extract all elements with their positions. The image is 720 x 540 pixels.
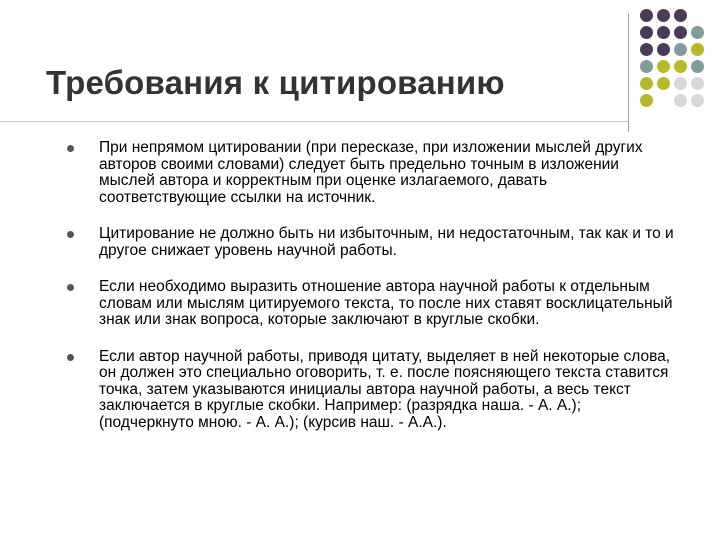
bullet-dot-icon: [67, 354, 74, 361]
decorative-dot: [674, 26, 687, 39]
decorative-dot: [674, 60, 687, 73]
decorative-dot: [674, 77, 687, 90]
decorative-dot: [640, 77, 653, 90]
bullet-item: [67, 140, 677, 206]
bullet-dot-icon: [67, 284, 74, 291]
bullet-item: [67, 226, 677, 259]
decorative-dot: [691, 26, 704, 39]
decorative-dot: [657, 60, 670, 73]
decorative-dot: [691, 77, 704, 90]
bullet-text: Цитирование не должно быть ни избыточным, ни недостаточным, так как и то и другое снижает уровень научной работы.: [99, 225, 674, 259]
decorative-dot: [640, 9, 653, 22]
decorative-dot: [691, 94, 704, 107]
decorative-dot: [640, 60, 653, 73]
bullet-text: Если автор научной работы, приводя цитату, выделяет в ней некоторые слова, он должен это специально оговорить, т. е. после поясняющего текста ставится точка, затем указываются инициалы автора научной работы, а весь текст заключается в круглые скобки. Например: (разрядка наша. - А. А.); (подчеркнуто мною. - А. А.); (курсив наш. - А.А.).: [99, 347, 671, 431]
decorative-dot: [657, 77, 670, 90]
decorative-vertical-line: [628, 14, 629, 132]
bullet-item: [67, 279, 677, 329]
bullet-item: [67, 349, 677, 432]
decorative-dot: [640, 43, 653, 56]
bullet-text: Если необходимо выразить отношение автора научной работы к отдельным словам или мыслям цитируемого текста, то после них ставят восклицательный знак или знак вопроса, которые заключают в круглые скобки.: [99, 278, 673, 328]
title-underline: [0, 121, 628, 122]
decorative-dot: [657, 43, 670, 56]
bullet-dot-icon: [67, 231, 74, 238]
decorative-dot: [657, 9, 670, 22]
bullet-list: [67, 140, 677, 451]
decorative-dot: [674, 9, 687, 22]
bullet-text: При непрямом цитировании (при пересказе, при изложении мыслей других авторов своими словами) следует быть предельно точным в изложении мыслей автора и корректным при оценке излагаемого, давать соответствующие ссылки на источник.: [99, 139, 643, 206]
slide-title: Требования к цитированию: [46, 64, 505, 101]
decorative-dot: [640, 94, 653, 107]
decorative-dot: [691, 43, 704, 56]
decorative-dot: [674, 94, 687, 107]
decorative-dot: [674, 43, 687, 56]
decorative-dot: [657, 26, 670, 39]
decorative-dot: [640, 26, 653, 39]
decorative-dot-grid: [640, 9, 720, 119]
bullet-dot-icon: [67, 145, 74, 152]
decorative-dot: [691, 60, 704, 73]
